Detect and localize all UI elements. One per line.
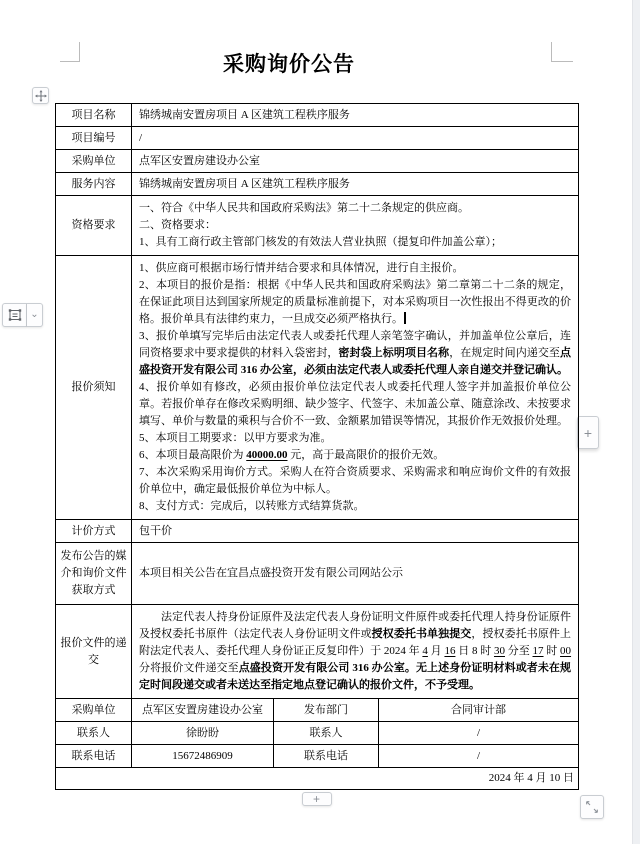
contact-person-label[interactable]: 联系人 xyxy=(56,722,132,745)
add-column-button[interactable]: + xyxy=(577,416,599,449)
service-content-label[interactable]: 服务内容 xyxy=(56,173,132,196)
notice-paragraph: 6、本项目最高限价为 40000.00 元，高于最高限价的报价无效。 xyxy=(139,449,445,461)
text-caret xyxy=(404,312,406,324)
contact-unit-label[interactable]: 采购单位 xyxy=(56,699,132,722)
submission-content[interactable] xyxy=(132,605,579,699)
notice-paragraph: 5、本项目工期要求：以甲方要求为准。 xyxy=(139,432,332,444)
announcement-date[interactable]: 2024 年 4 月 10 日 xyxy=(56,768,579,790)
row-contact-phone xyxy=(56,745,579,768)
table-select-widget[interactable] xyxy=(2,303,43,327)
project-number-label[interactable]: 项目编号 xyxy=(56,127,132,150)
resize-diagonal-icon xyxy=(584,799,600,815)
pricing-method-label[interactable]: 计价方式 xyxy=(56,520,132,543)
notice-paragraph: 7、本次采购采用询价方式。采购人在符合资质要求、采购需求和响应询价文件的有效报价单位中，确定最低报价单位为中标人。 xyxy=(139,466,571,495)
row-project-name xyxy=(56,104,579,127)
chevron-down-icon[interactable]: ⌄ xyxy=(27,303,43,327)
notice-paragraph: 2、本项目的报价是指：根据《中华人民共和国政府采购法》第二章第二十二条的规定，在保证此项目达到国家所规定的质量标准前提下，对本采购项目一次性报出不得更改的价格。报价单具有法律约束力，一旦成交必须严格执行。 xyxy=(139,279,571,325)
row-quotation-notice xyxy=(56,256,579,520)
qualification-line: 一、符合《中华人民共和国政府采购法》第二十二条规定的供应商。 xyxy=(139,202,469,214)
row-announcement-media xyxy=(56,543,579,605)
contact-person-value[interactable]: 徐盼盼 xyxy=(132,722,274,745)
notice-table xyxy=(55,103,579,790)
table-resize-handle[interactable] xyxy=(580,795,604,819)
purchaser-value[interactable]: 点军区安置房建设办公室 xyxy=(132,150,579,173)
contact-person2-value[interactable]: / xyxy=(379,722,579,745)
document-title: 采购询价公告 xyxy=(223,52,355,76)
select-table-icon[interactable] xyxy=(2,303,27,327)
vertical-scrollbar[interactable] xyxy=(632,0,640,844)
notice-paragraph: 4、报价单如有修改，必须由报价单位法定代表人或委托代理人签字并加盖报价单位公章。若报价单存在修改采购明细、缺少签字、代签字、未加盖公章、随意涂改、未按要求填写、单价与数量的乘积与合价不一致、金额累加错误等情况，其报价作无效报价处理。 xyxy=(139,381,571,427)
row-contact-person xyxy=(56,722,579,745)
row-submission xyxy=(56,605,579,699)
select-table-icon-glyph xyxy=(8,308,22,322)
contact-person2-label[interactable]: 联系人 xyxy=(274,722,379,745)
publish-dept-value[interactable]: 合同审计部 xyxy=(379,699,579,722)
add-row-button[interactable]: + xyxy=(302,792,332,806)
qualification-content[interactable] xyxy=(132,196,579,256)
qualification-line: 二、资格要求： xyxy=(139,219,216,231)
notice-paragraph: 1、供应商可根据市场行情并结合要求和具体情况，进行自主报价。 xyxy=(139,262,464,274)
row-pricing-method xyxy=(56,520,579,543)
row-service-content xyxy=(56,173,579,196)
announcement-media-label[interactable]: 发布公告的媒介和询价文件获取方式 xyxy=(56,543,132,605)
project-number-value[interactable]: / xyxy=(132,127,579,150)
announcement-media-value[interactable]: 本项目相关公告在宜昌点盛投资开发有限公司网站公示 xyxy=(132,543,579,605)
project-name-label[interactable]: 项目名称 xyxy=(56,104,132,127)
row-contact-unit xyxy=(56,699,579,722)
contact-phone-label[interactable]: 联系电话 xyxy=(56,745,132,768)
notice-paragraph: 3、报价单填写完毕后由法定代表人或委托代理人亲笔签字确认，并加盖单位公章后，连同资格要求中要求提供的材料入袋密封，密封袋上标明项目名称，在规定时间内递交至点盛投资开发有限公司 316 办公室，必须由法定代表人或委托代理人亲自递交并登记确认。 xyxy=(139,330,572,376)
document-table-area xyxy=(55,103,578,806)
pricing-method-value[interactable]: 包干价 xyxy=(132,520,579,543)
row-date xyxy=(56,768,579,790)
service-content-value[interactable]: 锦绣城南安置房项目 A 区建筑工程秩序服务 xyxy=(132,173,579,196)
notice-paragraph: 8、支付方式：完成后，以转账方式结算货款。 xyxy=(139,500,365,512)
qualification-line: 1、具有工商行政主管部门核发的有效法人营业执照（提复印件加盖公章）； xyxy=(139,236,502,248)
row-project-number xyxy=(56,127,579,150)
submission-label[interactable]: 报价文件的递交 xyxy=(56,605,132,699)
submission-paragraph: 法定代表人持身份证原件及法定代表人身份证明文件原件或委托代理人持身份证原件及授权委托书原件（法定代表人身份证明文件或授权委托书单独提交，授权委托书原件上附法定代表人、委托代理人身份证正反复印件）于 2024 年 4 月 16 日 8 时 30 分至 17 时 00 分将报价文件递交至点盛投资开发有限公司 316 办公室。无上述身份证明材料或者未在规定时间段递交或者未送达至指定地点登记确认的报价文件，不予受理。 xyxy=(139,611,572,691)
purchaser-label[interactable]: 采购单位 xyxy=(56,150,132,173)
table-move-handle[interactable] xyxy=(32,87,49,104)
project-name-value[interactable]: 锦绣城南安置房项目 A 区建筑工程秩序服务 xyxy=(132,104,579,127)
row-purchaser xyxy=(56,150,579,173)
quotation-notice-label[interactable]: 报价须知 xyxy=(56,256,132,520)
contact-phone-value[interactable]: 15672486909 xyxy=(132,745,274,768)
row-qualification xyxy=(56,196,579,256)
publish-dept-label[interactable]: 发布部门 xyxy=(274,699,379,722)
move-icon xyxy=(35,90,47,102)
quotation-notice-content[interactable] xyxy=(132,256,579,520)
contact-unit-value[interactable]: 点军区安置房建设办公室 xyxy=(132,699,274,722)
qualification-label[interactable]: 资格要求 xyxy=(56,196,132,256)
contact-phone2-label[interactable]: 联系电话 xyxy=(274,745,379,768)
contact-phone2-value[interactable]: / xyxy=(379,745,579,768)
